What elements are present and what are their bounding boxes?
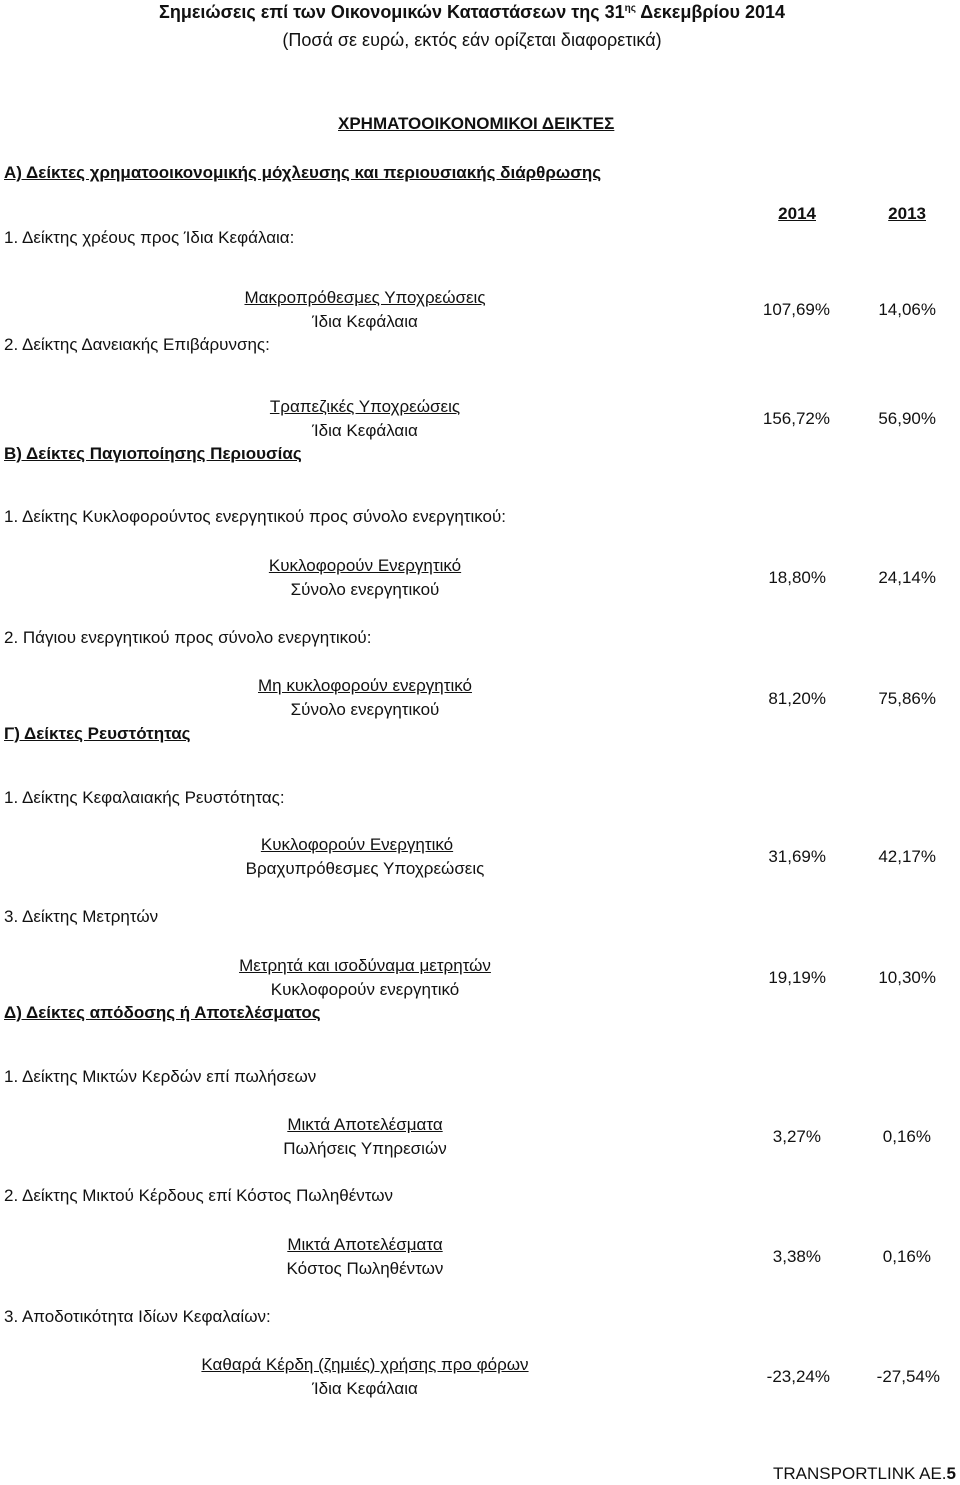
ratio-numerator: Κυκλοφορούν Ενεργητικό: [260, 835, 454, 854]
ratio-value-2013: 75,86%: [878, 689, 936, 708]
ratio-numerator: Μικτά Αποτελέσματα: [287, 1115, 443, 1134]
ratio-numerator: Μακροπρόθεσμες Υποχρεώσεις: [244, 288, 486, 307]
ratio-value-2013: 14,06%: [878, 300, 936, 319]
ratio-label: 3. Δείκτης Μετρητών: [4, 907, 159, 926]
ratio-denominator: Ίδια Κεφάλαια: [312, 312, 418, 331]
ratio-label: 1. Δείκτης Κυκλοφορούντος ενεργητικού προς σύνολο ενεργητικού:: [4, 507, 507, 526]
group-heading-a: Α) Δείκτες χρηματοοικονομικής μόχλευσης και περιουσιακής διάρθρωσης: [4, 163, 602, 182]
section-title: ΧΡΗΜΑΤΟΟΙΚΟΝΟΜΙΚΟΙ ΔΕΙΚΤΕΣ: [338, 114, 615, 133]
ratio-numerator: Καθαρά Κέρδη (ζημιές) χρήσης προ φόρων: [201, 1355, 529, 1374]
title-prefix: Σημειώσεις επί των Οικονομικών Καταστάσεων της 31: [159, 2, 625, 22]
ratio-value-2013: 0,16%: [882, 1127, 931, 1146]
footer-company: TRANSPORTLINK AE.: [773, 1464, 947, 1483]
ratio-value-2014: 81,20%: [768, 689, 826, 708]
group-heading-b: Β) Δείκτες Παγιοποίησης Περιουσίας: [4, 444, 302, 463]
ratio-value-2013: 42,17%: [878, 847, 936, 866]
ratio-value-2014: 156,72%: [762, 409, 830, 428]
group-heading-c: Γ) Δείκτες Ρευστότητας: [4, 724, 191, 743]
ratio-label: 3. Αποδοτικότητα Ιδίων Κεφαλαίων:: [4, 1307, 271, 1326]
ratio-value-2014: 3,38%: [772, 1247, 821, 1266]
page-subtitle: (Ποσά σε ευρώ, εκτός εάν ορίζεται διαφορετικά): [282, 30, 662, 50]
ratio-denominator: Σύνολο ενεργητικού: [290, 700, 440, 719]
ratio-numerator: Μετρητά και ισοδύναμα μετρητών: [239, 956, 491, 975]
ratio-denominator: Βραχυπρόθεσμες Υποχρεώσεις: [245, 859, 485, 878]
year-header-2014: 2014: [778, 204, 816, 223]
ratio-denominator: Ίδια Κεφάλαια: [312, 1379, 418, 1398]
ratio-numerator: Κυκλοφορούν Ενεργητικό: [268, 556, 462, 575]
title-superscript: ης: [624, 3, 636, 14]
group-heading-d: Δ) Δείκτες απόδοσης ή Αποτελέσματος: [4, 1003, 321, 1022]
ratio-numerator: Μικτά Αποτελέσματα: [287, 1235, 443, 1254]
ratio-value-2014: -23,24%: [766, 1367, 830, 1386]
ratio-label: 1. Δείκτης χρέους προς Ίδια Κεφάλαια:: [4, 228, 295, 247]
title-suffix: Δεκεμβρίου 2014: [635, 2, 785, 22]
ratio-denominator: Σύνολο ενεργητικού: [290, 580, 440, 599]
ratio-denominator: Πωλήσεις Υπηρεσιών: [283, 1139, 447, 1158]
ratio-value-2014: 31,69%: [768, 847, 826, 866]
ratio-value-2013: 24,14%: [878, 568, 936, 587]
page-title: [0, 2, 944, 23]
ratio-denominator: Κυκλοφορούν ενεργητικό: [270, 980, 460, 999]
ratio-value-2013: -27,54%: [876, 1367, 940, 1386]
ratio-label: 1. Δείκτης Κεφαλαιακής Ρευστότητας:: [4, 788, 285, 807]
ratio-value-2014: 3,27%: [772, 1127, 821, 1146]
year-header-2013: 2013: [888, 204, 926, 223]
ratio-value-2014: 18,80%: [768, 568, 826, 587]
ratio-value-2013: 10,30%: [878, 968, 936, 987]
ratio-label: 1. Δείκτης Μικτών Κερδών επί πωλήσεων: [4, 1067, 317, 1086]
ratio-numerator: Μη κυκλοφορούν ενεργητικό: [258, 676, 472, 695]
ratio-value-2013: 56,90%: [878, 409, 936, 428]
page-number: 5: [946, 1464, 956, 1483]
ratio-label: 2. Δείκτης Δανειακής Επιβάρυνσης:: [4, 335, 270, 354]
ratio-numerator: Τραπεζικές Υποχρεώσεις: [269, 397, 461, 416]
ratio-value-2013: 0,16%: [882, 1247, 931, 1266]
ratio-value-2014: 107,69%: [762, 300, 830, 319]
ratio-denominator: Ίδια Κεφάλαια: [312, 421, 418, 440]
ratio-label: 2. Πάγιου ενεργητικού προς σύνολο ενεργητικού:: [4, 628, 372, 647]
ratio-label: 2. Δείκτης Μικτού Κέρδους επί Κόστος Πωληθέντων: [4, 1186, 394, 1205]
ratio-value-2014: 19,19%: [768, 968, 826, 987]
page-footer: [773, 1464, 956, 1484]
ratio-denominator: Κόστος Πωληθέντων: [286, 1259, 444, 1278]
